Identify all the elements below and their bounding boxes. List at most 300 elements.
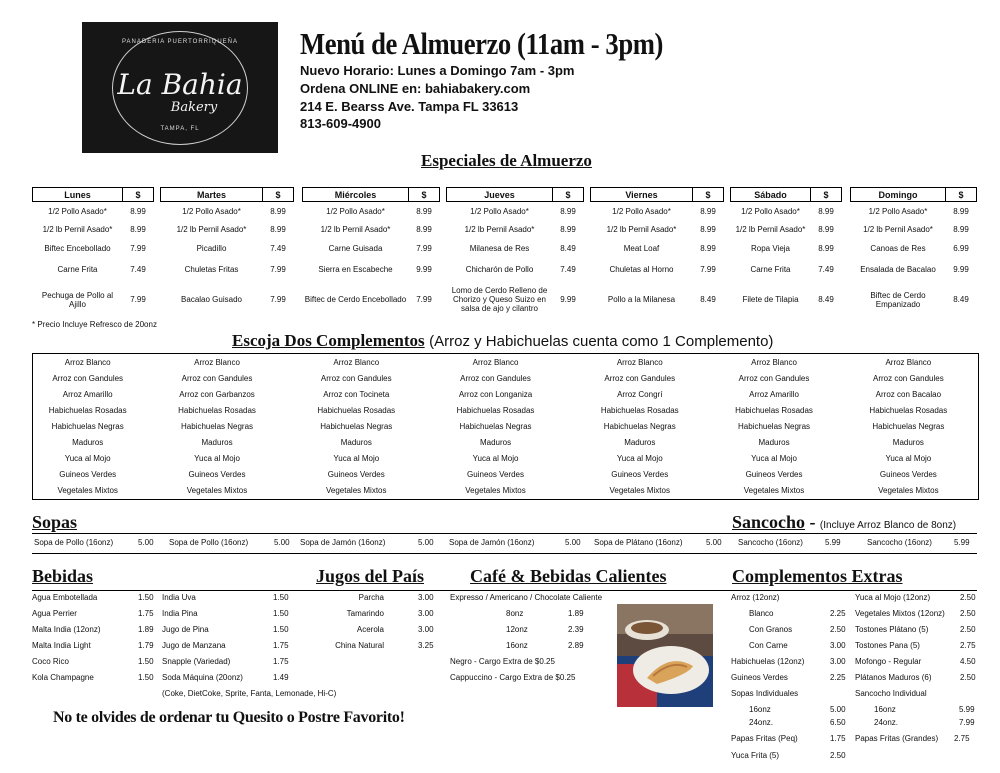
complemento-item: Guineos Verdes [467, 469, 524, 479]
price-header: $ [553, 188, 584, 202]
complemento-item: Guineos Verdes [59, 469, 117, 479]
special-item: Biftec de Cerdo Encebollado [304, 295, 407, 304]
complemento-item: Vegetales Mixtos [465, 485, 526, 495]
complemento-item: Arroz con Tocineta [323, 389, 390, 399]
menu-price: 1.75 [273, 657, 289, 666]
menu-item: 16onz [506, 641, 528, 650]
specials-day-2 [302, 187, 440, 319]
extra-price: 2.50 [960, 609, 976, 618]
footer-message: No te olvides de ordenar tu Quesito o Postre Favorito! [53, 709, 405, 726]
special-row [447, 202, 584, 221]
special-price: 7.99 [416, 244, 432, 253]
special-row [447, 238, 584, 259]
special-item: 1/2 Pollo Asado* [612, 206, 671, 216]
menu-item: Parcha [358, 593, 384, 602]
complemento-item: Arroz con Gandules [320, 373, 392, 383]
logo-script: La Bahia [117, 68, 243, 101]
complemento-item: Arroz Blanco [64, 357, 111, 367]
special-row [591, 238, 724, 259]
menu-item: Agua Perrier [32, 609, 77, 618]
complemento-item: Arroz con Gandules [872, 373, 944, 383]
special-item: 1/2 lb Pernil Asado* [176, 224, 247, 234]
complemento-item: Guineos Verdes [879, 469, 937, 479]
special-price: 8.99 [270, 206, 286, 216]
extra-price: 2.50 [960, 593, 976, 602]
sopa-price: 5.00 [565, 538, 581, 547]
extras-title: Complementos Extras [732, 566, 903, 586]
special-item: Pechuga de Pollo al Ajillo [41, 290, 114, 309]
special-price: 8.99 [953, 224, 969, 234]
special-price: 7.99 [130, 244, 146, 253]
page-title: Menú de Almuerzo (11am - 3pm) [300, 26, 663, 61]
menu-price: 1.50 [138, 593, 154, 602]
complemento-item: Arroz Blanco [616, 357, 663, 367]
special-row [851, 202, 977, 221]
complemento-item: Guineos Verdes [188, 469, 246, 479]
complemento-row [33, 450, 978, 466]
sancocho-note: (Incluye Arroz Blanco de 8onz) [819, 520, 957, 531]
menu-item: Kola Champagne [32, 673, 94, 682]
complemento-item: Arroz con Garbanzos [179, 389, 255, 399]
special-price: 8.99 [416, 206, 432, 216]
special-row [731, 238, 842, 259]
special-row [303, 220, 440, 238]
complemento-item: Yuca al Mojo [333, 453, 380, 463]
special-price: 7.49 [270, 244, 286, 253]
special-item: Chuletas al Horno [609, 265, 674, 274]
menu-price: 1.50 [138, 657, 154, 666]
price-header: $ [409, 188, 440, 202]
special-price: 7.99 [130, 295, 146, 304]
complemento-item: Yuca al Mojo [194, 453, 240, 463]
special-price: 7.49 [560, 265, 576, 274]
special-price: 8.99 [130, 206, 146, 216]
special-price: 8.99 [700, 224, 716, 234]
logo-sub: Bakery [170, 100, 218, 115]
special-row [161, 280, 294, 319]
bakery-logo [82, 22, 278, 153]
menu-price: 1.50 [273, 609, 289, 618]
menu-price: 3.00 [418, 609, 434, 618]
special-row [161, 238, 294, 259]
complemento-item: Habichuelas Negras [180, 421, 254, 431]
complemento-item: Arroz con Gandules [181, 373, 253, 383]
menu-item: Jugo de Manzana [162, 641, 226, 650]
extra-item: Tostones Plátano (5) [855, 625, 929, 634]
complementos-title: Escoja Dos Complementos [232, 331, 425, 350]
special-row [591, 280, 724, 319]
special-price: 7.99 [270, 295, 286, 304]
special-row [33, 280, 154, 319]
complemento-row [33, 354, 978, 370]
sancocho-title: Sancocho [732, 512, 806, 532]
day-header: Domingo [851, 188, 946, 202]
complemento-item: Habichuelas Negras [738, 421, 811, 431]
sancocho-heading [732, 512, 956, 533]
complemento-item: Habichuelas Negras [51, 421, 124, 431]
special-row [33, 238, 154, 259]
sopa-item: Sopa de Jamón (16onz) [300, 538, 386, 547]
extra-item: Yuca al Mojo (12onz) [855, 593, 931, 602]
complemento-item: Yuca al Mojo [64, 453, 111, 463]
extra-price: 1.75 [830, 734, 846, 743]
menu-price: 1.75 [273, 641, 289, 650]
sancocho-dash: - [809, 512, 816, 532]
menu-item: China Natural [335, 641, 384, 650]
special-row [851, 259, 977, 280]
special-item: Ropa Vieja [751, 244, 790, 253]
food-photo [617, 604, 713, 707]
special-price: 9.99 [416, 265, 432, 274]
price-header: $ [946, 188, 977, 202]
special-price: 7.49 [818, 265, 834, 274]
complemento-item: Arroz con Gandules [460, 373, 531, 383]
complemento-item: Arroz con Bacalao [875, 389, 942, 399]
specials-day-5 [730, 187, 842, 319]
special-item: 1/2 lb Pernil Asado* [42, 224, 113, 234]
extra-price: 2.75 [954, 734, 970, 743]
complemento-item: Guineos Verdes [745, 469, 803, 479]
special-item: 1/2 Pollo Asado* [326, 206, 385, 216]
complemento-row [33, 466, 978, 482]
extra-price: 2.25 [830, 609, 846, 618]
complemento-item: Arroz Blanco [194, 357, 240, 367]
sopa-item: Sopa de Plátano (16onz) [594, 538, 683, 547]
complemento-item: Habichuelas Rosadas [735, 405, 813, 415]
special-item: 1/2 lb Pernil Asado* [863, 224, 933, 234]
sopa-item: Sopa de Pollo (16onz) [34, 538, 114, 547]
extra-item: Sopas Individuales [731, 689, 799, 698]
complemento-item: Yuca al Mojo [616, 453, 663, 463]
complemento-item: Guineos Verdes [327, 469, 385, 479]
menu-item: Agua Embotellada [32, 593, 98, 602]
extra-item: Arroz (12onz) [731, 593, 780, 602]
special-item: 1/2 lb Pernil Asado* [464, 224, 535, 234]
day-header: Jueves [447, 188, 553, 202]
special-price: 8.99 [130, 224, 146, 234]
special-item: 1/2 lb Pernil Asado* [606, 224, 677, 234]
special-row [591, 202, 724, 221]
complemento-row [33, 386, 978, 402]
menu-price: 2.39 [568, 625, 584, 634]
menu-price: 1.49 [273, 673, 289, 682]
special-price: 8.99 [818, 206, 834, 216]
complemento-row [33, 482, 978, 498]
price-header: $ [811, 188, 842, 202]
special-price: 8.49 [700, 295, 716, 304]
specials-day-1 [160, 187, 294, 319]
extra-item: 16onz [749, 705, 771, 714]
soda-note: (Coke, DietCoke, Sprite, Fanta, Lemonade, Hi-C) [162, 689, 337, 698]
extra-price: 2.75 [960, 641, 976, 650]
extra-item: Papas Fritas (Peq) [731, 734, 798, 743]
menu-item: 8onz [506, 609, 524, 618]
complemento-item: Arroz con Gandules [738, 373, 810, 383]
special-price: 8.49 [953, 295, 969, 304]
menu-item: Coco Rico [32, 657, 69, 666]
special-item: Chuletas Fritas [184, 265, 239, 274]
special-item: Picadillo [196, 244, 227, 253]
extra-item: Con Carne [749, 641, 788, 650]
complemento-item: Habichuelas Rosadas [869, 405, 948, 415]
menu-item: Acerola [356, 625, 384, 634]
sopa-price: 5.00 [706, 538, 722, 547]
menu-price: 1.50 [273, 625, 289, 634]
complemento-item: Yuca al Mojo [751, 453, 797, 463]
specials-day-0 [32, 187, 154, 319]
extra-price: 2.50 [830, 751, 846, 760]
special-row [851, 220, 977, 238]
complemento-item: Vegetales Mixtos [57, 485, 118, 495]
special-price: 8.99 [560, 206, 576, 216]
special-row [33, 202, 154, 221]
online-text: Ordena ONLINE en: bahiabakery.com [300, 81, 531, 96]
sopas-row [32, 533, 977, 554]
special-price: 7.99 [416, 295, 432, 304]
special-item: Carne Frita [750, 265, 791, 274]
complemento-item: Maduros [624, 437, 656, 447]
complemento-item: Vegetales Mixtos [326, 485, 387, 495]
extra-item: Con Granos [749, 625, 793, 634]
sopa-item: Sancocho (16onz) [867, 538, 932, 547]
sopa-price: 5.99 [825, 538, 841, 547]
special-item: Chicharón de Pollo [465, 265, 534, 274]
special-item: 1/2 Pollo Asado* [48, 206, 107, 216]
complementos-subtitle: (Arroz y Habichuelas cuenta como 1 Complemento) [429, 333, 774, 350]
special-item: 1/2 lb Pernil Asado* [735, 224, 806, 234]
extra-item: Sancocho Individual [855, 689, 927, 698]
extra-item: Tostones Pana (5) [855, 641, 920, 650]
special-item: 1/2 Pollo Asado* [868, 206, 928, 216]
complemento-item: Arroz Blanco [885, 357, 932, 367]
extra-price: 6.50 [830, 718, 846, 727]
complemento-item: Habichuelas Rosadas [48, 405, 127, 415]
special-price: 7.99 [700, 265, 716, 274]
special-row [591, 259, 724, 280]
extra-item: Habichuelas (12onz) [731, 657, 805, 666]
menu-item: Tamarindo [346, 609, 384, 618]
extra-item: Guineos Verdes [731, 673, 788, 682]
complementos-table [32, 353, 979, 500]
special-row [33, 259, 154, 280]
special-item: Biftec de Cerdo Empanizado [870, 290, 926, 309]
cafe-header: Expresso / Americano / Chocolate Caliente [450, 593, 603, 602]
logo-arc-top: PANADERIA PUERTORRIQUEÑA [121, 39, 239, 45]
complemento-item: Maduros [340, 437, 372, 447]
menu-price: 1.89 [138, 625, 154, 634]
complemento-item: Arroz con Longaniza [458, 389, 533, 399]
cafe-title: Café & Bebidas Calientes [470, 566, 667, 586]
complemento-item: Habichuelas Rosadas [456, 405, 535, 415]
complemento-item: Arroz Amarillo [62, 389, 113, 399]
specials-day-6 [850, 187, 977, 319]
special-item: Biftec Encebollado [44, 244, 111, 253]
menu-price: 1.79 [138, 641, 154, 650]
day-header: Sábado [731, 188, 811, 202]
menu-price: 3.00 [418, 593, 434, 602]
extra-price: 2.25 [830, 673, 846, 682]
complemento-item: Vegetales Mixtos [186, 485, 248, 495]
menu-price: 1.50 [138, 673, 154, 682]
day-header: Lunes [33, 188, 123, 202]
complemento-item: Habichuelas Rosadas [600, 405, 679, 415]
complemento-item: Maduros [72, 437, 104, 447]
complemento-item: Yuca al Mojo [885, 453, 932, 463]
special-price: 9.99 [953, 265, 969, 274]
complemento-item: Habichuelas Negras [320, 421, 393, 431]
special-item: 1/2 Pollo Asado* [470, 206, 529, 216]
complemento-item: Arroz Amarillo [749, 389, 799, 399]
sopa-price: 5.00 [138, 538, 154, 547]
special-row [731, 220, 842, 238]
menu-item: India Uva [162, 593, 196, 602]
menu-price: 1.75 [138, 609, 154, 618]
complemento-item: Arroz Blanco [751, 357, 797, 367]
extra-price: 4.50 [960, 657, 976, 666]
extra-item: 24onz. [874, 718, 899, 727]
special-row [447, 259, 584, 280]
extra-price: 7.99 [959, 718, 975, 727]
special-row [303, 259, 440, 280]
logo-arc-bottom: TAMPA, FL [160, 126, 200, 132]
extra-item: Plátanos Maduros (6) [855, 673, 932, 682]
price-header: $ [693, 188, 724, 202]
sopas-title: Sopas [32, 512, 78, 532]
extra-item: 24onz. [749, 718, 774, 727]
complemento-item: Maduros [892, 437, 924, 447]
complemento-item: Maduros [479, 437, 512, 447]
sopa-price: 5.00 [418, 538, 434, 547]
complemento-item: Arroz Blanco [333, 357, 380, 367]
complementos-heading [232, 331, 773, 351]
extra-price: 2.50 [960, 673, 976, 682]
special-item: Lomo de Cerdo Relleno de Chorizo y Queso Suizo en salsa de ajo y cilantro [451, 286, 548, 313]
menu-item: Malta India Light [32, 641, 91, 650]
special-price: 8.99 [700, 244, 716, 253]
extra-price: 3.00 [830, 657, 846, 666]
special-price: 8.99 [818, 224, 834, 234]
special-price: 8.99 [560, 224, 576, 234]
complemento-item: Guineos Verdes [611, 469, 669, 479]
special-item: Meat Loaf [623, 244, 660, 253]
specials-day-3 [446, 187, 584, 319]
complemento-item: Habichuelas Rosadas [317, 405, 396, 415]
complemento-item: Arroz con Gandules [52, 373, 124, 383]
special-row [161, 220, 294, 238]
extra-item: Vegetales Mixtos (12onz) [855, 609, 945, 618]
special-price: 7.49 [130, 265, 146, 274]
extra-price: 3.00 [830, 641, 846, 650]
complemento-item: Habichuelas Negras [872, 421, 945, 431]
special-item: 1/2 Pollo Asado* [182, 206, 241, 216]
special-item: Canoas de Res [870, 244, 926, 253]
special-row [591, 220, 724, 238]
menu-price: 1.50 [273, 593, 289, 602]
special-item: Sierra en Escabeche [318, 265, 393, 274]
special-price: 8.99 [700, 206, 716, 216]
cafe-extra-cappuccino: Cappuccino - Cargo Extra de $0.25 [450, 673, 576, 682]
special-item: 1/2 lb Pernil Asado* [320, 224, 391, 234]
special-row [851, 238, 977, 259]
complemento-row [33, 370, 978, 386]
complemento-item: Arroz con Gandules [604, 373, 676, 383]
special-price: 8.49 [818, 295, 834, 304]
special-price: 6.99 [953, 244, 969, 253]
complemento-item: Arroz Blanco [472, 357, 519, 367]
price-header: $ [263, 188, 294, 202]
complemento-item: Vegetales Mixtos [878, 485, 939, 495]
menu-price: 3.25 [418, 641, 434, 650]
complemento-item: Vegetales Mixtos [609, 485, 670, 495]
menu-item: Soda Máquina (20onz) [162, 673, 243, 682]
complemento-item: Vegetales Mixtos [743, 485, 805, 495]
day-header: Viernes [591, 188, 693, 202]
special-item: Carne Guisada [328, 244, 383, 253]
special-row [161, 259, 294, 280]
specials-day-4 [590, 187, 724, 319]
specials-title: Especiales de Almuerzo [421, 151, 592, 170]
special-row [447, 220, 584, 238]
special-row [161, 202, 294, 221]
bottom-divider [32, 590, 977, 591]
special-price: 7.99 [270, 265, 286, 274]
special-item: 1/2 Pollo Asado* [741, 206, 800, 216]
menu-item: 12onz [506, 625, 528, 634]
menu-item: Snapple (Variedad) [162, 657, 231, 666]
day-header: Martes [161, 188, 263, 202]
jugos-title: Jugos del País [316, 566, 425, 586]
menu-price: 1.89 [568, 609, 584, 618]
sopa-price: 5.00 [274, 538, 290, 547]
special-row [731, 202, 842, 221]
special-row [33, 220, 154, 238]
special-price: 8.49 [560, 244, 576, 253]
special-item: Pollo a la Milanesa [607, 295, 676, 304]
phone-text: 813-609-4900 [300, 116, 381, 131]
extra-item: 16onz [874, 705, 896, 714]
special-item: Carne Frita [57, 265, 98, 274]
special-row [851, 280, 977, 319]
special-price: 8.99 [818, 244, 834, 253]
complemento-item: Maduros [201, 437, 233, 447]
specials-note: * Precio Incluye Refresco de 20onz [32, 320, 157, 329]
hours-text: Nuevo Horario: Lunes a Domingo 7am - 3pm [300, 63, 575, 78]
menu-item: Malta India (12onz) [32, 625, 101, 634]
sopa-item: Sopa de Pollo (16onz) [169, 538, 249, 547]
price-header: $ [123, 188, 154, 202]
address-text: 214 E. Bearss Ave. Tampa FL 33613 [300, 99, 519, 114]
extra-item: Papas Fritas (Grandes) [855, 734, 939, 743]
sopa-item: Sancocho (16onz) [738, 538, 803, 547]
menu-item: Jugo de Pina [162, 625, 209, 634]
extra-item: Blanco [749, 609, 774, 618]
extra-item: Yuca Frita (5) [731, 751, 780, 760]
special-row [303, 202, 440, 221]
special-price: 8.99 [416, 224, 432, 234]
extra-item: Mofongo - Regular [855, 657, 922, 666]
complemento-item: Arroz Congrí [617, 389, 663, 399]
special-item: Bacalao Guisado [181, 295, 242, 304]
special-row [447, 280, 584, 319]
complemento-row [33, 402, 978, 418]
complemento-item: Habichuelas Negras [459, 421, 532, 431]
extra-price: 2.50 [960, 625, 976, 634]
complemento-item: Habichuelas Negras [603, 421, 676, 431]
sopa-price: 5.99 [954, 538, 970, 547]
bebidas-title: Bebidas [32, 566, 94, 586]
extra-price: 2.50 [830, 625, 846, 634]
special-item: Ensalada de Bacalao [860, 265, 936, 274]
